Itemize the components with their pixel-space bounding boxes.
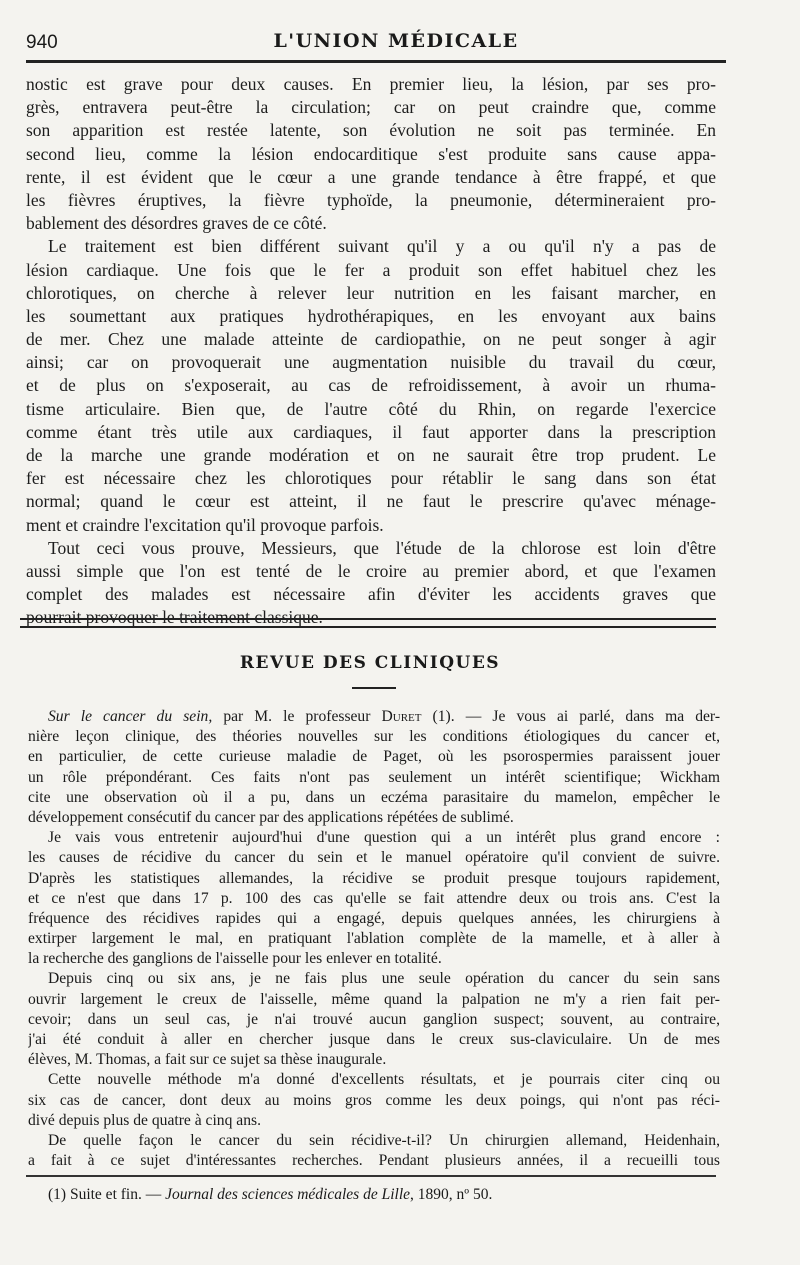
text-line: développement consécutif du cancer par des applications répétées de sublimé. <box>28 808 514 826</box>
text-line: D'après les statistiques allemandes, la récidive se produit presque toujours rapidement, <box>28 869 720 887</box>
text-line: la recherche des ganglions de l'aisselle pour les enlever en totalité. <box>28 950 442 968</box>
text-line: un rôle prépondérant. Ces faits n'ont pas seulement un intérêt scientifique; Wickham <box>28 768 720 786</box>
page-header <box>26 28 766 58</box>
footnote-prefix: (1) Suite et fin. — <box>48 1186 166 1203</box>
footnote-rule <box>26 1175 716 1177</box>
text-line: extirper largement le mal, en pratiquant l'ablation complète de la mamelle, et à aller à <box>28 930 720 948</box>
article-author: Duret <box>381 708 422 725</box>
text-line: son apparition est restée latente, son évolution ne soit pas terminée. En <box>26 120 716 141</box>
text-line: complet des malades est nécessaire afin d'éviter les accidents graves que <box>26 584 716 605</box>
text-line: bablement des désordres graves de ce côté. <box>26 213 327 234</box>
text-line: Tout ceci vous prouve, Messieurs, que l'étude de la chlorose est loin d'être <box>48 537 716 558</box>
text-line: Je vais vous entretenir aujourd'hui d'une question qui a un intérêt plus grand encore : <box>48 829 720 847</box>
text-line: Depuis cinq ou six ans, je ne fais plus une seule opération du cancer du sein sans <box>48 970 720 988</box>
text-line: ainsi; car on provoquerait une augmentation nuisible du travail du cœur, <box>26 352 716 373</box>
text-line: cite une observation où il a pu, dans un eczéma parasitaire du mamelon, empêcher le <box>28 788 720 806</box>
text-line: six cas de cancer, dont deux au moins gros comme les deux poings, qui n'ont pas réci- <box>28 1091 720 1109</box>
text-line: normal; quand le cœur est atteint, il ne faut le prescrire qu'avec ménage- <box>26 491 716 512</box>
article-lead: Sur le cancer du sein, <box>48 708 213 725</box>
text-line: nostic est grave pour deux causes. En premier lieu, la lésion, par ses pro- <box>26 74 716 94</box>
section-title: REVUE DES CLINIQUES <box>239 653 501 673</box>
article-intro-line <box>28 707 720 727</box>
text-line: les soumettant aux pratiques hydrothérapiques, en les envoyant aux bains <box>26 305 716 326</box>
text-line: en particulier, de cette curieuse maladie de Paget, où les psorospermies paraissent jouer <box>28 748 720 766</box>
text-line: et de plus on s'exposerait, au cas de refroidissement, à avoir un rhuma- <box>26 375 716 396</box>
text-line: et ce n'est que dans 17 p. 100 des cas qu'elle se fait attendre deux ou trois ans. C'est la <box>28 889 720 907</box>
text-line: chlorotiques, on cherche à relever leur nutrition en les faisant marcher, en <box>26 282 716 303</box>
text-line: pourrait provoquer le traitement classique. <box>26 607 323 628</box>
text-line: tisme articulaire. Bien que, de l'autre côté du Rhin, on regarde l'exercice <box>26 398 716 419</box>
footnote-journal: Journal des sciences médicales de Lille <box>165 1186 411 1203</box>
text-line: a fait à ce sujet d'intéressantes recherches. Pendant plusieurs années, il a recueilli tous <box>28 1152 720 1170</box>
text-line: grès, entravera peut-être la circulation; car on peut craindre que, comme <box>26 97 716 118</box>
text-line: comme étant très utile aux cardiaques, il faut apporter dans la prescription <box>26 421 716 442</box>
text-line: fer est nécessaire chez les chlorotiques pour rétablir le sang dans son état <box>26 468 716 489</box>
text-line: de la marche une grande modération et on ne saurait être trop prudent. Le <box>26 445 716 465</box>
article-intro-rest: (1). — Je vous ai parlé, dans ma der- <box>421 708 720 725</box>
text-line: second lieu, comme la lésion endocarditique s'est produite sans cause appa- <box>26 143 716 164</box>
section-two-text <box>28 707 720 1171</box>
paragraph-1 <box>26 73 716 235</box>
footnote <box>48 1186 492 1204</box>
section-one-text <box>26 73 716 630</box>
text-line: nière leçon clinique, des théories nouvelles sur les conditions étiologiques du cancer et, <box>28 728 720 746</box>
footnote-suffix: , 1890, nº 50. <box>410 1186 493 1203</box>
section-divider <box>20 618 716 628</box>
text-line: les causes de récidive du cancer du sein et le manuel opératoire qu'il convient de suivre. <box>28 849 720 867</box>
text-line: De quelle façon le cancer du sein récidive-t-il? Un chirurgien allemand, Heidenhain, <box>48 1131 720 1149</box>
text-line: fréquence des récidives rapides qui a engagé, depuis quelques années, les chirurgiens à <box>28 909 720 927</box>
running-title: L'UNION MÉDICALE <box>273 30 519 52</box>
text-line: Cette nouvelle méthode m'a donné d'excellents résultats, et je pourrais citer cinq ou <box>48 1071 720 1089</box>
article-lead-rest: par M. le professeur <box>212 708 382 725</box>
title-rule <box>352 687 396 689</box>
paragraph-2 <box>26 235 716 536</box>
text-line: cevoir; dans un seul cas, je n'ai trouvé aucun ganglion suspect; souvent, au contraire, <box>28 1010 720 1028</box>
text-line: ment et craindre l'excitation qu'il provoque parfois. <box>26 514 384 535</box>
text-line: les fièvres éruptives, la fièvre typhoïde, la pneumonie, détermineraient pro- <box>26 189 716 210</box>
text-line: j'ai été conduit à aller en chercher jusque dans le creux sus-claviculaire. Un de mes <box>28 1031 720 1048</box>
text-line: élèves, M. Thomas, a fait sur ce sujet sa thèse inaugurale. <box>28 1051 387 1069</box>
page-number: 940 <box>26 32 58 53</box>
text-line: de mer. Chez une malade atteinte de cardiopathie, on ne peut songer à agir <box>26 329 716 350</box>
text-line: lésion cardiaque. Une fois que le fer a produit son effet habituel chez les <box>26 259 716 280</box>
text-line: aussi simple que l'on est tenté de le croire au premier abord, et que l'examen <box>26 560 716 581</box>
text-line: rente, il est évident que le cœur a une grande tendance à être frappé, et que <box>26 166 716 187</box>
paragraph-3 <box>26 537 716 630</box>
text-line: Le traitement est bien différent suivant qu'il y a ou qu'il n'y a pas de <box>48 236 716 257</box>
text-line: divé depuis plus de quatre à cinq ans. <box>28 1111 261 1129</box>
text-line: ouvrir largement le creux de l'aisselle, même quand la palpation ne m'y a rien fait per- <box>28 990 720 1008</box>
header-rule <box>26 60 726 63</box>
